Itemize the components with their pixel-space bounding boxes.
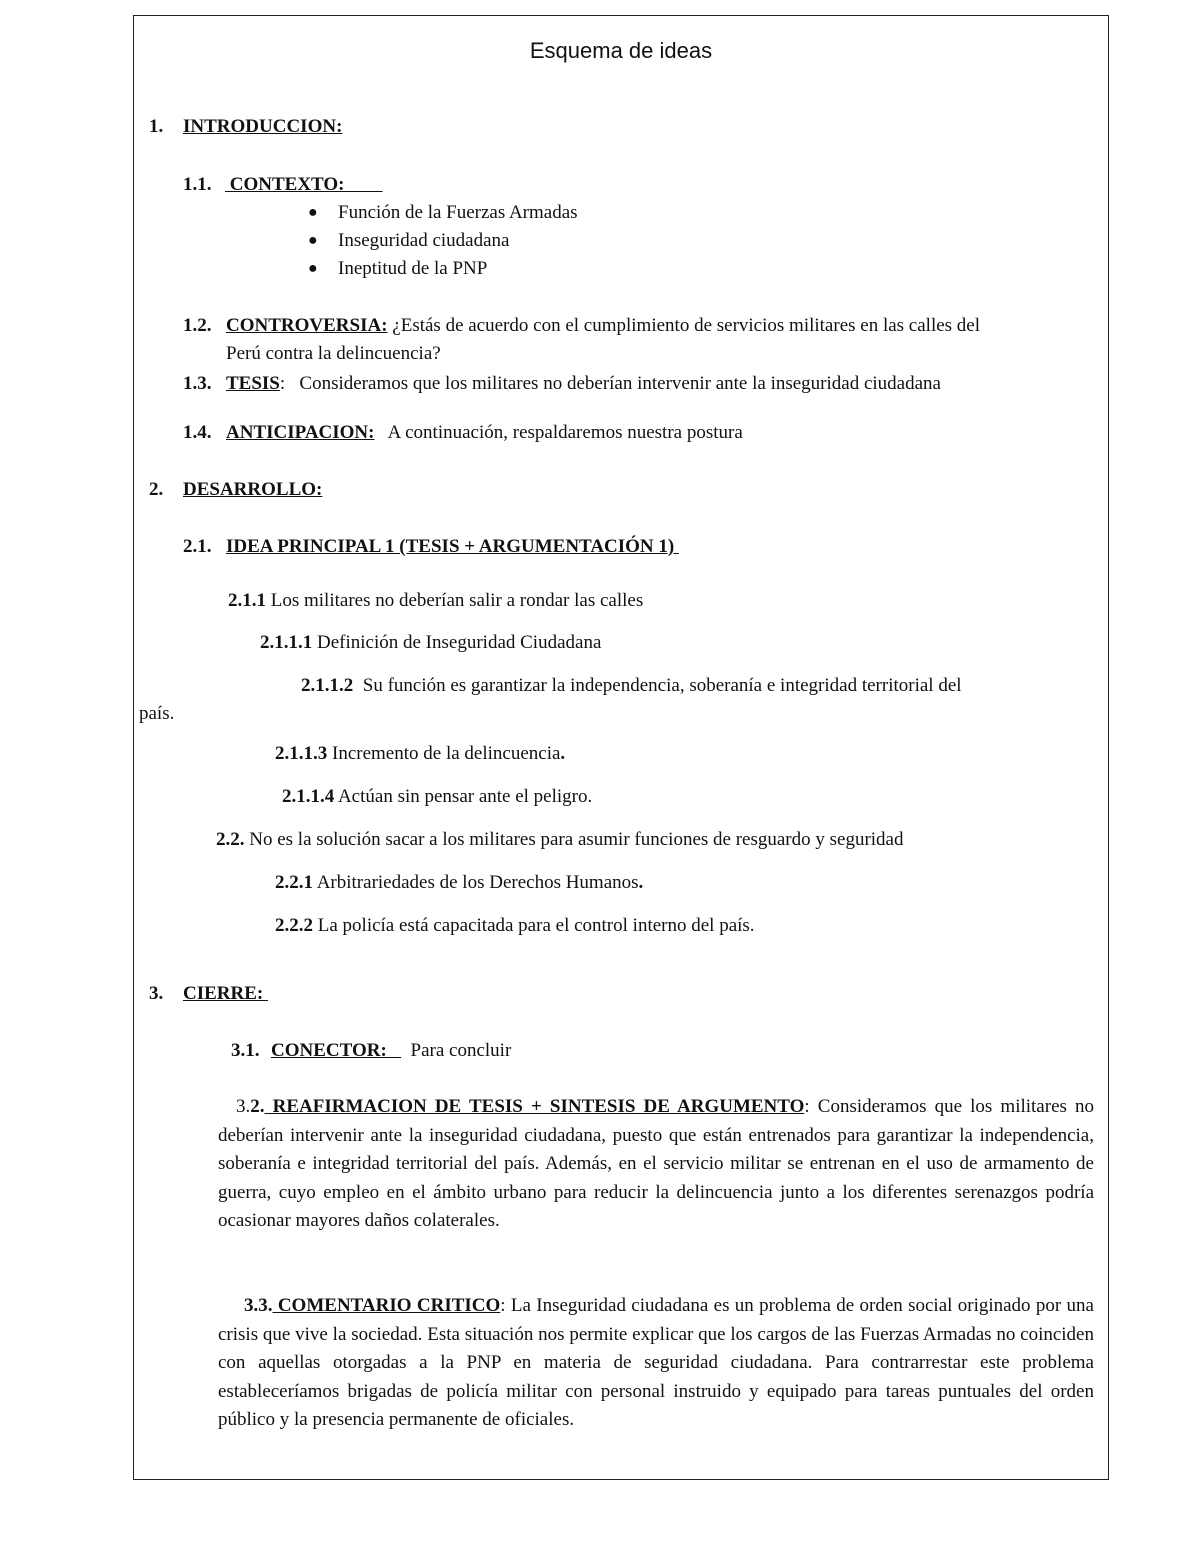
section-2-1-1-2-continuation: país. xyxy=(139,703,175,724)
section-text: : Consideramos que los militares no deberían intervenir ante la inseguridad ciudadana, puesto que están entrenados para garantizar la independencia, soberanía e integridad territorial del país. Además, en el servicio militar se entrenan en el uso de armamento de guerra, cuyo empleo en el ámbito urbano para reducir la delincuencia junto a los diferentes serenazgos podría ocasionar mayores daños colaterales. xyxy=(218,1096,1095,1231)
section-1-4 xyxy=(183,419,743,447)
section-2-1-1-3 xyxy=(275,740,565,768)
section-number: 2.1. xyxy=(183,536,212,557)
section-1-2-continuation: Perú contra la delincuencia? xyxy=(226,343,441,364)
section-2-2-1 xyxy=(275,869,643,897)
section-text: Su función es garantizar la independencia, soberanía e integridad territorial del xyxy=(353,675,962,696)
document-frame xyxy=(133,15,1109,1480)
section-1-1 xyxy=(183,171,382,199)
period: . xyxy=(638,872,644,893)
section-2-heading xyxy=(149,476,322,504)
section-text: : La Inseguridad ciudadana es un problema de orden social originado por una crisis que vive la sociedad. Esta situación nos permite explicar que los cargos de las Fuerzas Armadas no coinciden con aquellas otorgadas a la PNP en materia de seguridad ciudadana. Para contrarrestar este problema estableceríamos brigadas de policía militar con personal instruido y equipado para tareas puntuales del orden público y la presencia permanente de oficiales. xyxy=(218,1295,1094,1430)
section-title: TESIS xyxy=(226,373,280,394)
section-1-3 xyxy=(183,370,941,398)
section-2-1-1-1 xyxy=(260,629,601,657)
section-number: 3.1. xyxy=(231,1040,260,1061)
section-text: Definición de Inseguridad Ciudadana xyxy=(312,632,602,653)
section-2-1-1-2 xyxy=(301,672,962,700)
section-text: ¿Estás de acuerdo con el cumplimiento de servicios militares en las calles del xyxy=(387,315,981,336)
section-3-1 xyxy=(231,1037,511,1065)
section-text: Los militares no deberían salir a rondar las calles xyxy=(266,590,644,611)
section-title: IDEA PRINCIPAL 1 (TESIS + ARGUMENTACIÓN 1) xyxy=(226,536,679,557)
list-item xyxy=(308,199,578,227)
section-number: 1.2. xyxy=(183,315,212,336)
underline-trail xyxy=(344,174,382,195)
section-number: 2. xyxy=(149,479,164,500)
section-2-2 xyxy=(216,826,904,854)
section-number: 3. xyxy=(149,983,164,1004)
section-number-part: 2. xyxy=(250,1096,265,1117)
section-title: CONTEXTO: xyxy=(225,174,345,195)
section-2-2-2 xyxy=(275,912,755,940)
section-text: : Consideramos que los militares no deberían intervenir ante la inseguridad ciudadana xyxy=(279,373,941,394)
section-1-2 xyxy=(183,312,980,340)
section-title: CONTROVERSIA: xyxy=(226,315,388,336)
section-1-heading xyxy=(149,113,342,141)
section-text: Incremento de la delincuencia xyxy=(327,743,561,764)
list-item-text: Ineptitud de la PNP xyxy=(338,258,488,279)
section-number: 2.1.1.4 xyxy=(282,786,335,807)
section-title: DESARROLLO: xyxy=(183,479,323,500)
section-title: CIERRE: xyxy=(183,983,268,1004)
bullet-icon: ● xyxy=(308,204,318,221)
section-number: 2.2.1 xyxy=(275,872,313,893)
section-number: 2.1.1.3 xyxy=(275,743,328,764)
section-title: CONECTOR: xyxy=(271,1040,402,1061)
section-text: Para concluir xyxy=(401,1040,512,1061)
page-title: Esquema de ideas xyxy=(529,38,713,63)
section-title: INTRODUCCION: xyxy=(183,116,343,137)
section-title: COMENTARIO CRITICO xyxy=(272,1295,501,1316)
section-number: 1.3. xyxy=(183,373,212,394)
section-number: 2.2.2 xyxy=(275,915,313,936)
list-item-text: Función de la Fuerzas Armadas xyxy=(338,202,578,223)
section-2-1-1 xyxy=(228,587,643,615)
section-number: 2.1.1.2 xyxy=(301,675,354,696)
section-number: 1. xyxy=(149,116,164,137)
section-number: 1.4. xyxy=(183,422,212,443)
section-number: 1.1. xyxy=(183,174,212,195)
section-2-1-1-4 xyxy=(282,783,592,811)
section-text: Actúan sin pensar ante el peligro. xyxy=(334,786,593,807)
period: . xyxy=(560,743,566,764)
section-text: A continuación, respaldaremos nuestra postura xyxy=(374,422,743,443)
section-text: Arbitrariedades de los Derechos Humanos xyxy=(313,872,639,893)
section-3-heading xyxy=(149,980,268,1008)
section-2-1 xyxy=(183,533,679,561)
section-number: 2.1.1 xyxy=(228,590,266,611)
bullet-icon: ● xyxy=(308,232,318,249)
section-title: ANTICIPACION: xyxy=(226,422,375,443)
section-title: REAFIRMACION DE TESIS + SINTESIS DE ARGUMENTO xyxy=(264,1096,805,1117)
list-item-text: Inseguridad ciudadana xyxy=(338,230,510,251)
section-number-part: 3. xyxy=(236,1096,251,1117)
section-number: 3.3. xyxy=(244,1295,273,1316)
section-number: 2.1.1.1 xyxy=(260,632,313,653)
section-3-2 xyxy=(218,1093,1094,1236)
list-item xyxy=(308,227,510,255)
section-text: La policía está capacitada para el control interno del país. xyxy=(313,915,755,936)
section-number: 2.2. xyxy=(216,829,245,850)
section-text: No es la solución sacar a los militares para asumir funciones de resguardo y seguridad xyxy=(244,829,904,850)
bullet-icon: ● xyxy=(308,260,318,277)
list-item xyxy=(308,255,488,283)
section-3-3 xyxy=(218,1292,1094,1435)
